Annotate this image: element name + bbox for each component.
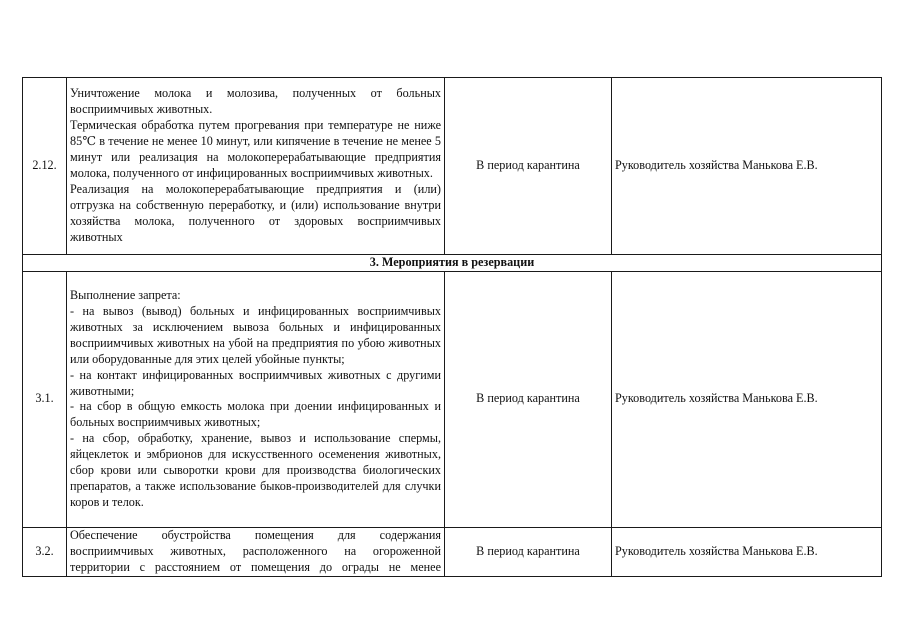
table-row-3-1: [23, 271, 882, 527]
measures-table: [22, 77, 882, 577]
row-number: 3.1.: [23, 271, 67, 527]
measure-description: [67, 78, 445, 255]
period-cell: В период карантина: [445, 78, 612, 255]
measure-description: [67, 527, 445, 576]
responsible-cell: Руководитель хозяйства Манькова Е.В.: [612, 271, 882, 527]
measure-paragraph: - на сбор, обработку, хранение, вывоз и использование спермы, яйцеклеток и эмбрионов для искусственного осеменения животных, сбор крови или сыворотки крови для производства биологических препаратов, а также использование быков-производителей для случки коров и телок.: [70, 431, 441, 509]
measure-paragraph: Реализация на молокоперерабатывающие предприятия и (или) отгрузка на собственную переработку, и (или) использование внутри хозяйства молока, полученного от здоровых восприимчивых животных: [70, 181, 441, 244]
responsible-cell: Руководитель хозяйства Манькова Е.В.: [612, 78, 882, 255]
measure-paragraph: Обеспечение обустройства помещения для содержания восприимчивых животных, расположенного на огороженной территории с расстоянием от помещения до ограды не менее: [70, 527, 441, 574]
period-cell: В период карантина: [445, 271, 612, 527]
measure-paragraph: - на вывоз (вывод) больных и инфицированных восприимчивых животных за исключением вывоза больных и инфицированных восприимчивых животных на убой на предприятия по убою животных или оборудованные для этих целей убойные пункты;: [70, 303, 441, 366]
section-title: 3. Мероприятия в резервации: [23, 255, 882, 272]
measure-paragraph: - на контакт инфицированных восприимчивых животных с другими животными;: [70, 367, 441, 398]
measure-paragraph: Термическая обработка путем прогревания при температуре не ниже 85℃ в течение не менее 10 минут, или кипячение в течение не менее 5 минут или реализация на молокоперерабатывающие предприятия молока, полученного от инфицированных восприимчивых животных.: [70, 118, 441, 180]
period-cell: В период карантина: [445, 527, 612, 576]
row-number: 3.2.: [23, 527, 67, 576]
responsible-cell: Руководитель хозяйства Манькова Е.В.: [612, 527, 882, 576]
measure-paragraph: - на сбор в общую емкость молока при доении инфицированных и больных восприимчивых животных;: [70, 399, 441, 430]
measure-description: [67, 271, 445, 527]
table-row-2-12: [23, 78, 882, 255]
section-header-row: [23, 255, 882, 272]
row-number: 2.12.: [23, 78, 67, 255]
measure-paragraph: Выполнение запрета:: [70, 288, 181, 303]
measure-paragraph: Уничтожение молока и молозива, полученных от больных восприимчивых животных.: [70, 86, 441, 117]
table-row-3-2: [23, 527, 882, 576]
